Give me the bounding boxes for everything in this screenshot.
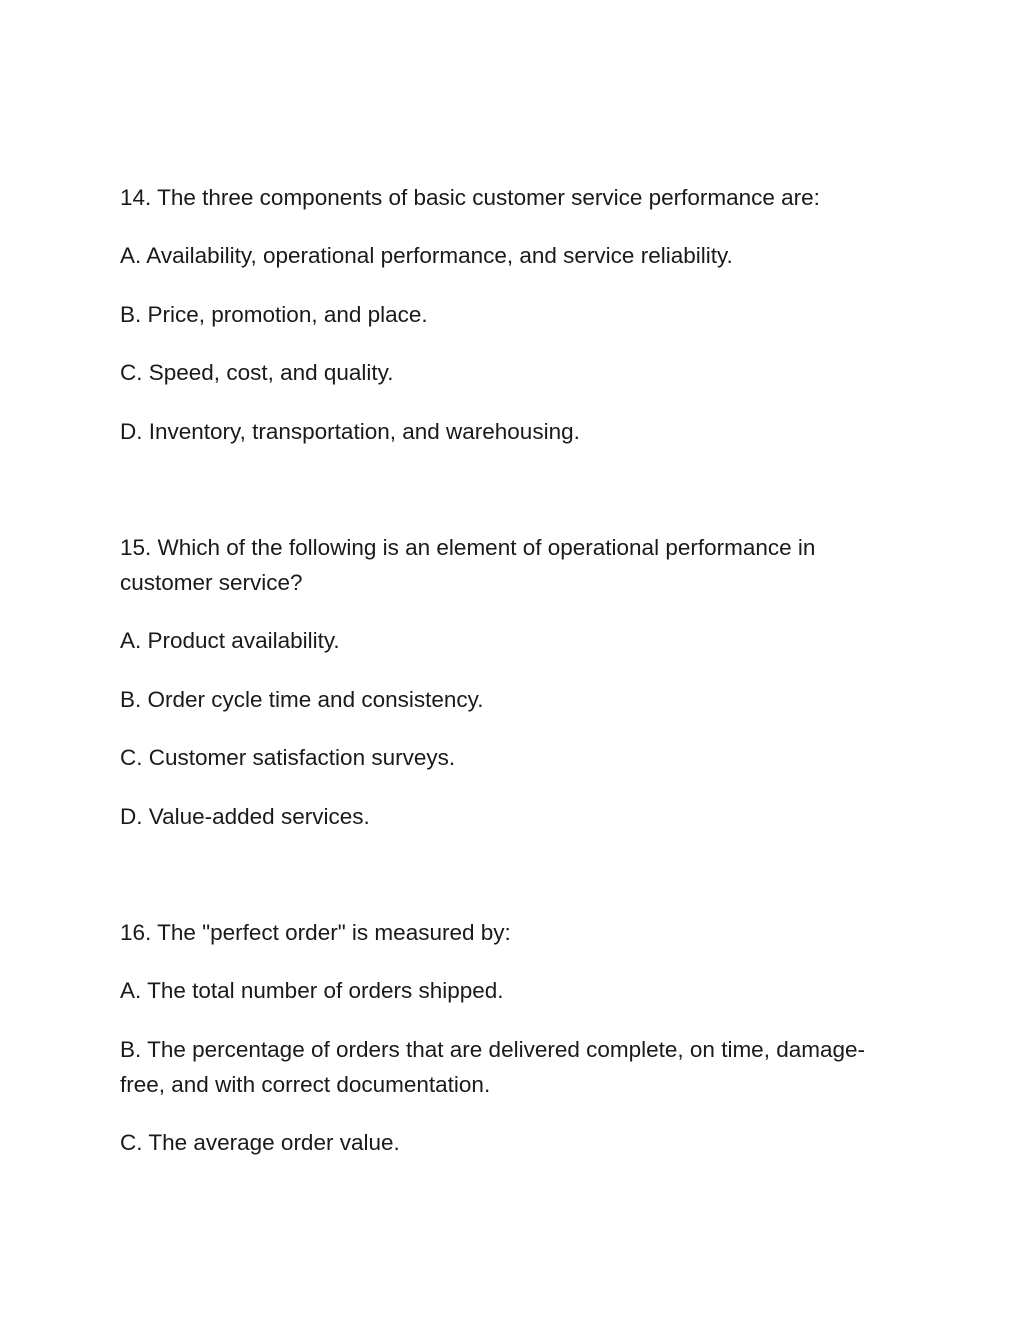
question-spacer	[120, 857, 910, 915]
question-spacer	[120, 472, 910, 530]
answer-option-b: B. Order cycle time and consistency.	[120, 686, 484, 712]
answer-option-c: C. The average order value.	[120, 1130, 400, 1155]
answer-option-d: D. Value-added services.	[120, 803, 370, 829]
answer-option-a: A. Availability, operational performance, and service reliability.	[120, 243, 733, 268]
question-14	[120, 180, 910, 449]
question-text: 14. The three components of basic customer service performance are:	[120, 185, 820, 210]
question-text: 16. The "perfect order" is measured by:	[120, 920, 511, 945]
document-page	[120, 180, 910, 1184]
answer-option-a: A. Product availability.	[120, 628, 340, 653]
answer-option-b: B. The percentage of orders that are delivered complete, on time, damage-free, and with correct documentation.	[120, 1036, 866, 1097]
answer-option-a: A. The total number of orders shipped.	[120, 978, 504, 1003]
question-15	[120, 530, 910, 834]
answer-option-d: D. Inventory, transportation, and warehousing.	[120, 418, 580, 444]
answer-option-c: C. Customer satisfaction surveys.	[120, 745, 456, 770]
question-text: 15. Which of the following is an element of operational performance in customer service?	[120, 535, 816, 595]
answer-option-c: C. Speed, cost, and quality.	[120, 360, 394, 385]
question-16	[120, 915, 910, 1160]
answer-option-b: B. Price, promotion, and place.	[120, 301, 428, 327]
